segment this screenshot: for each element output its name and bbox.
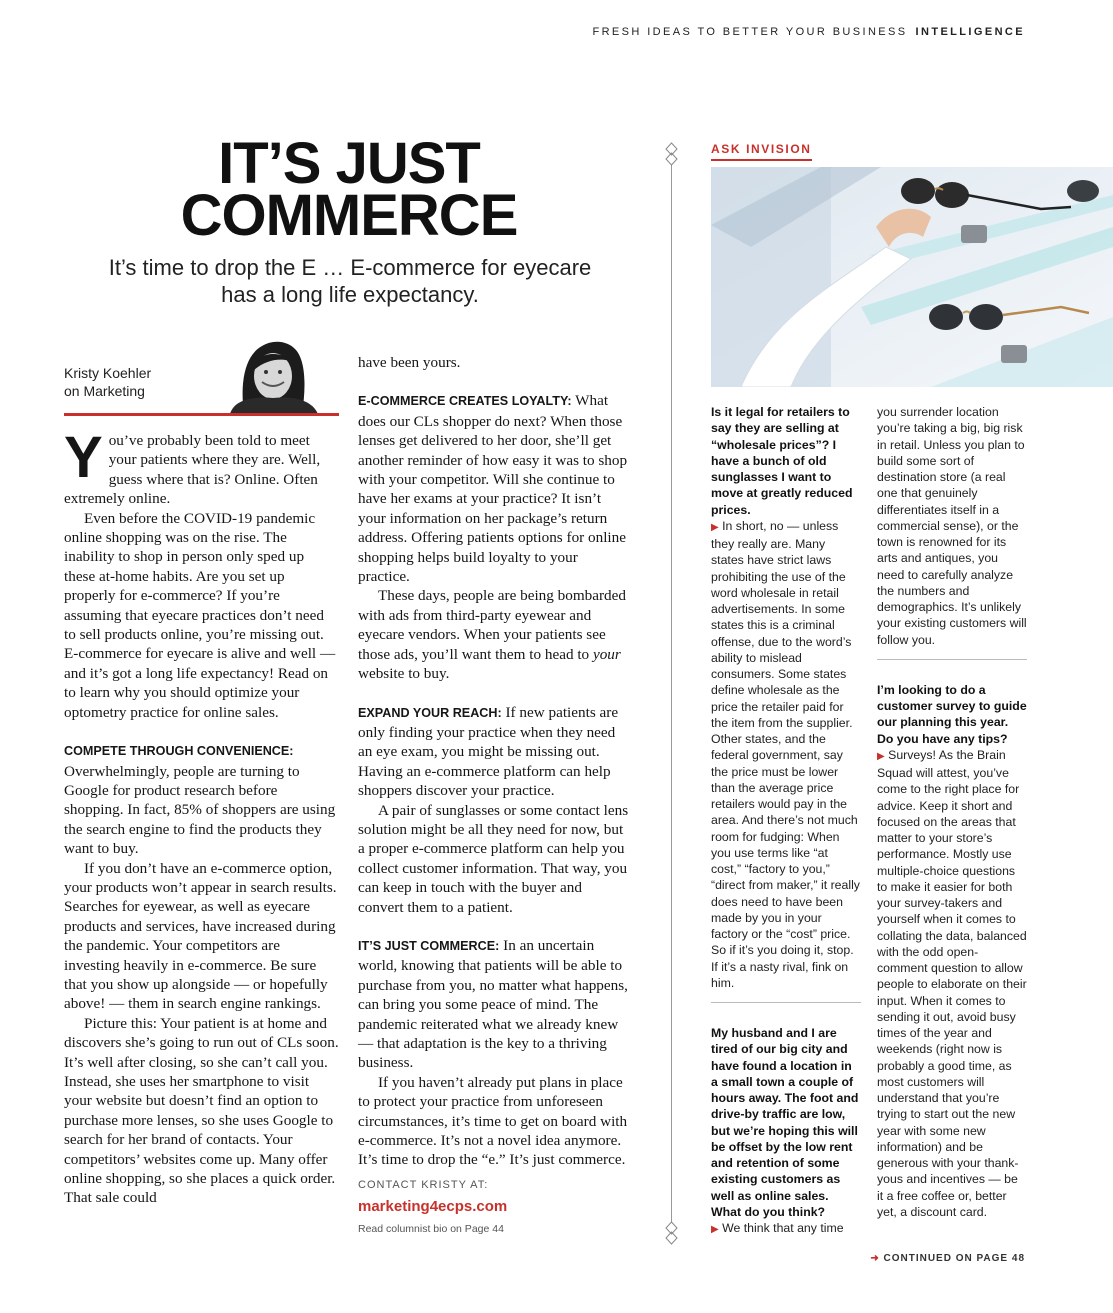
answer-2-continued: you surrender location you’re taking a big, big risk in retail. Unless you plan to build some sort of destination store (a real one that genuinely differentiates itself in a commercial sense), or the town is renowned for its arts and antiques, you need to carefully analyze the numbers and demographics. It’s unlikely your existing customers will follow you. bbox=[877, 405, 1027, 647]
paragraph-9-text: If new patients are only finding your practice when they need an eye exam, you might be missing out. Having an e-commerce platform can help shoppers discover your practice. bbox=[358, 703, 619, 800]
answer-2-start bbox=[711, 1220, 861, 1238]
paragraph-5: Picture this: Your patient is at home and discovers she’s going to run out of CLs soon. It’s well after closing, so she can’t call you. Instead, she uses her smartphone to visit your website but doesn’t find an option to purchase more lenses, so she uses Google to search for her brand of contacts. Your competitors’ websites come up. Many offer online shopping, so she places a quick order. That sale could bbox=[64, 1014, 339, 1207]
sidebar-column-2 bbox=[877, 404, 1027, 1220]
diamond-ornament-icon bbox=[665, 1221, 678, 1245]
sidebar-column-1 bbox=[711, 404, 861, 1238]
deck-line-2: has a long life expectancy. bbox=[221, 282, 479, 307]
arrow-right-icon: ▶ bbox=[877, 750, 885, 762]
headline bbox=[64, 131, 634, 248]
byline-name: Kristy Koehler bbox=[64, 365, 152, 381]
paragraph-11-text: In an uncertain world, knowing that patients will be able to purchase from you, no matter what happens, can bring you some peace of mind. The pandemic reiterated what we already knew — that adaptation is the key to a thriving business. bbox=[358, 936, 628, 1072]
sidebar-divider bbox=[877, 659, 1027, 660]
paragraph-4: If you don’t have an e-commerce option, your products won’t appear in search results. Searches for eyewear, as well as eyecare products and services, have increased during the pandemic. Your competitors are investing heavily in e-commerce. Be sure that you show up alongside — or hopefully above! — them in search engine rankings. bbox=[64, 859, 337, 1013]
contact-label: CONTACT KRISTY AT: bbox=[358, 1178, 489, 1191]
diamond-ornament-icon bbox=[665, 142, 678, 166]
paragraph-9 bbox=[358, 703, 631, 801]
paragraph-3 bbox=[64, 741, 339, 858]
column-divider bbox=[671, 146, 672, 1236]
answer-1 bbox=[711, 518, 861, 991]
drop-cap: Y bbox=[64, 425, 103, 490]
answer-2-text-a: We think that any time bbox=[722, 1221, 844, 1235]
byline-topic: on Marketing bbox=[64, 383, 145, 399]
byline-rule bbox=[64, 413, 339, 416]
paragraph-12: If you haven’t already put plans in place to protect your practice from unforeseen circumstances, it’s time to get on board with e-commerce. It’s not a novel idea anymore. It’s time to drop the “e.” It’s just commerce. bbox=[358, 1073, 628, 1169]
sidebar-divider bbox=[711, 1002, 861, 1003]
question-3: I’m looking to do a customer survey to guide our planning this year. Do you have any tips? bbox=[877, 682, 1027, 746]
paragraph-7 bbox=[358, 391, 631, 586]
contact-link[interactable]: marketing4ecps.com bbox=[358, 1198, 508, 1216]
header-section: INTELLIGENCE bbox=[915, 26, 1025, 38]
article-column-2 bbox=[358, 353, 631, 1239]
byline bbox=[64, 364, 151, 400]
paragraph-3-text: Overwhelmingly, people are turning to Google for product research before shopping. In fact, 85% of shoppers are using the search engine to find the products they want to buy. bbox=[64, 762, 336, 858]
sidebar-label: ASK INVISION bbox=[711, 142, 812, 161]
paragraph-2: Even before the COVID-19 pandemic online shopping was on the rise. The inability to shop in person only sped up these at-home habits. Are you set up properly for e-commerce? If you’re assuming that eyecare practices don’t need to sell products online, you’re missing out. E-commerce for eyecare is alive and well — and it’s got a long life expectancy! Read on to learn why you should optimize your optometry practice for online sales. bbox=[64, 509, 336, 721]
paragraph-11 bbox=[358, 936, 631, 1073]
subhead-convenience: COMPETE THROUGH CONVENIENCE: bbox=[64, 744, 294, 759]
paragraph-8 bbox=[358, 586, 631, 683]
deck bbox=[80, 254, 620, 308]
question-1: Is it legal for retailers to say they are selling at “wholesale prices”? I have a bunch of old sunglasses I want to move at greatly reduced prices. bbox=[711, 405, 853, 517]
paragraph-1: ou’ve probably been told to meet your patients where they are. Well, guess where that is? Online. Often extremely online. bbox=[64, 432, 321, 508]
answer-3 bbox=[877, 747, 1027, 1220]
deck-line-1: It’s time to drop the E … E-commerce for eyecare bbox=[108, 255, 592, 280]
subhead-reach: EXPAND YOUR REACH: bbox=[358, 705, 502, 720]
paragraph-8-emphasis: your bbox=[592, 645, 621, 663]
paragraph-7-text: What does our CLs shopper do next? When those lenses get delivered to her door, she’ll get another reminder of how easy it was to shop with your competitor. Will she continue to have her exams at your practice? It isn’t your information on her package’s return address. Offering patients options for online shopping helps build loyalty to your practice. bbox=[358, 392, 628, 586]
paragraph-6: have been yours. bbox=[358, 354, 461, 371]
paragraph-8-text-a: These days, people are being bombarded with ads from third-party eyewear and eyecare vendors. When your patients see those ads, you’ll want them to head to bbox=[358, 587, 626, 663]
subhead-commerce: IT’S JUST COMMERCE: bbox=[358, 938, 500, 953]
headline-line-2: COMMERCE bbox=[180, 183, 518, 248]
bio-note: Read columnist bio on Page 44 bbox=[358, 1222, 504, 1235]
continued-note[interactable] bbox=[870, 1253, 1025, 1264]
paragraph-10: A pair of sunglasses or some contact lens solution might be all they need for now, but a proper e-commerce platform can help you collect customer information. That way, you can keep in touch with the buyer and convert them to a patient. bbox=[358, 801, 629, 916]
arrow-right-icon: ▶ bbox=[711, 1224, 719, 1235]
answer-3-text: Surveys! As the Brain Squad will attest, you’ve come to the right place for advice. Keep it short and focused on the areas that matter to your store’s performance. Mostly use multiple-choice questions to make it easier for both your survey-takers and yourself when it comes to collating the data, balanced with the odd open-comment question to allow people to elaborate on their input. When it comes to sending it out, avoid busy times of the year and weekends (right now is probably a good time, as most customers will understand that you’re trying to start out the new year with some new information) and be generous with your thank-yous and incentives — be it a free coffee or, better yet, a discount card. bbox=[877, 747, 1027, 1219]
header-tagline: FRESH IDEAS TO BETTER YOUR BUSINESS bbox=[592, 26, 908, 38]
question-2: My husband and I are tired of our big city and have found a location in a small town a couple of hours away. The foot and drive-by traffic are low, but we’re hoping this will be offset by the low rent and retention of some existing customers as well as online sales. What do you think? bbox=[711, 1026, 859, 1219]
author-photo bbox=[222, 336, 322, 414]
arrow-right-icon: ➜ bbox=[870, 1253, 880, 1264]
article-column-1 bbox=[64, 425, 339, 1208]
running-header bbox=[592, 26, 1025, 38]
sunglasses-display-photo bbox=[711, 167, 1113, 387]
continued-text: CONTINUED ON PAGE 48 bbox=[883, 1253, 1025, 1264]
arrow-right-icon: ▶ bbox=[711, 521, 719, 533]
paragraph-8-text-b: website to buy. bbox=[358, 665, 450, 683]
answer-1-text: In short, no — unless they really are. Many states have strict laws prohibiting the use of the word wholesale in retail advertisements. In some states this is a criminal offense, due to the word’s ability to mislead consumers. Some states define wholesale as the price the retailer paid for the item from the supplier. Other states, and the federal government, say the price must be lower than the average price retailers would pay in the area. And there’s not much room for fudging: When you use terms like “at cost,” “factory to you,” “direct from maker,” it really does need to have been made by you in your factory or the “cost” price. So if it’s you doing it, stop. If it’s a nasty rival, fink on him. bbox=[711, 518, 860, 990]
headline-line-1: IT’S JUST bbox=[218, 131, 480, 196]
subhead-loyalty: E-COMMERCE CREATES LOYALTY: bbox=[358, 394, 572, 409]
